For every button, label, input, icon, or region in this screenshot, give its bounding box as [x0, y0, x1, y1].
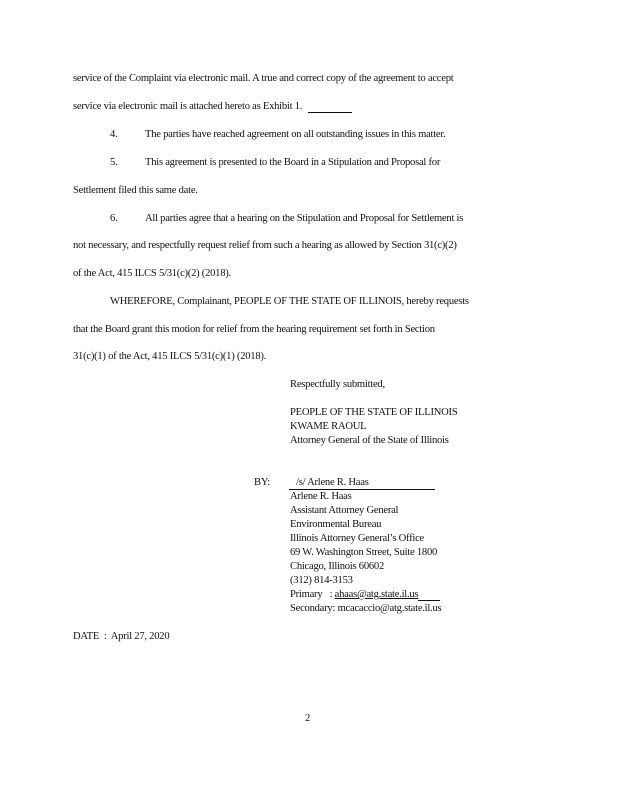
signer-city: Chicago, Illinois 60602: [290, 561, 385, 572]
item-5-continuation: Settlement filed this same date.: [73, 185, 198, 196]
paragraph-service-line2-text: service via electronic mail is attached hereto as Exhibit 1.: [73, 101, 303, 112]
attorney-general-name: KWAME RAOUL: [290, 421, 367, 432]
primary-email-label: Primary :: [290, 589, 335, 600]
date-row: [73, 631, 169, 642]
signer-name: Arlene R. Haas: [290, 491, 352, 502]
secondary-email-label: Secondary:: [290, 603, 338, 614]
item-5-text: This agreement is presented to the Board in a Stipulation and Proposal for: [145, 157, 441, 168]
page-number: 2: [305, 713, 311, 724]
secondary-email-row: [290, 603, 441, 614]
wherefore-line-2: that the Board grant this motion for relief from the hearing requirement set forth in Section: [73, 324, 435, 335]
item-6-text: All parties agree that a hearing on the Stipulation and Proposal for Settlement is: [145, 213, 464, 224]
item-6-number: 6.: [110, 213, 118, 224]
date-value: April 27, 2020: [110, 631, 170, 642]
signer-street: 69 W. Washington Street, Suite 1800: [290, 547, 438, 558]
date-label: DATE :: [73, 631, 111, 642]
item-6-continuation-1: not necessary, and respectfully request relief from such a hearing as allowed by Section 31(c)(2): [73, 240, 457, 251]
paragraph-service-line1: service of the Complaint via electronic mail. A true and correct copy of the agreement to accept: [73, 73, 454, 84]
primary-email-link[interactable]: ahaas@atg.state.il.us: [334, 589, 419, 600]
signer-phone: (312) 814-3153: [290, 575, 353, 586]
respectfully-submitted: Respectfully submitted,: [290, 379, 385, 390]
wherefore-line-3: 31(c)(1) of the Act, 415 ILCS 5/31(c)(1) (2018).: [73, 351, 267, 362]
electronic-signature: /s/ Arlene R. Haas: [296, 477, 369, 488]
by-label: BY:: [254, 477, 270, 488]
primary-email-row: [290, 589, 440, 601]
item-5-number: 5.: [110, 157, 118, 168]
party-name: PEOPLE OF THE STATE OF ILLINOIS: [290, 407, 458, 418]
wherefore-line-1: WHEREFORE, Complainant, PEOPLE OF THE STATE OF ILLINOIS, hereby requests: [110, 296, 469, 307]
signer-title: Assistant Attorney General: [290, 505, 399, 516]
primary-email-underline: [418, 589, 440, 601]
secondary-email: mcacaccio@atg.state.il.us: [337, 603, 442, 614]
paragraph-service-line2: [73, 101, 352, 113]
signer-bureau: Environmental Bureau: [290, 519, 382, 530]
exhibit-blank-line: [308, 101, 352, 113]
signer-office: Illinois Attorney General’s Office: [290, 533, 424, 544]
item-6-continuation-2: of the Act, 415 ILCS 5/31(c)(2) (2018).: [73, 268, 231, 279]
item-4-number: 4.: [110, 129, 118, 140]
item-4-text: The parties have reached agreement on all outstanding issues in this matter.: [145, 129, 446, 140]
attorney-general-title: Attorney General of the State of Illinois: [290, 435, 449, 446]
signature-line: [289, 489, 435, 490]
